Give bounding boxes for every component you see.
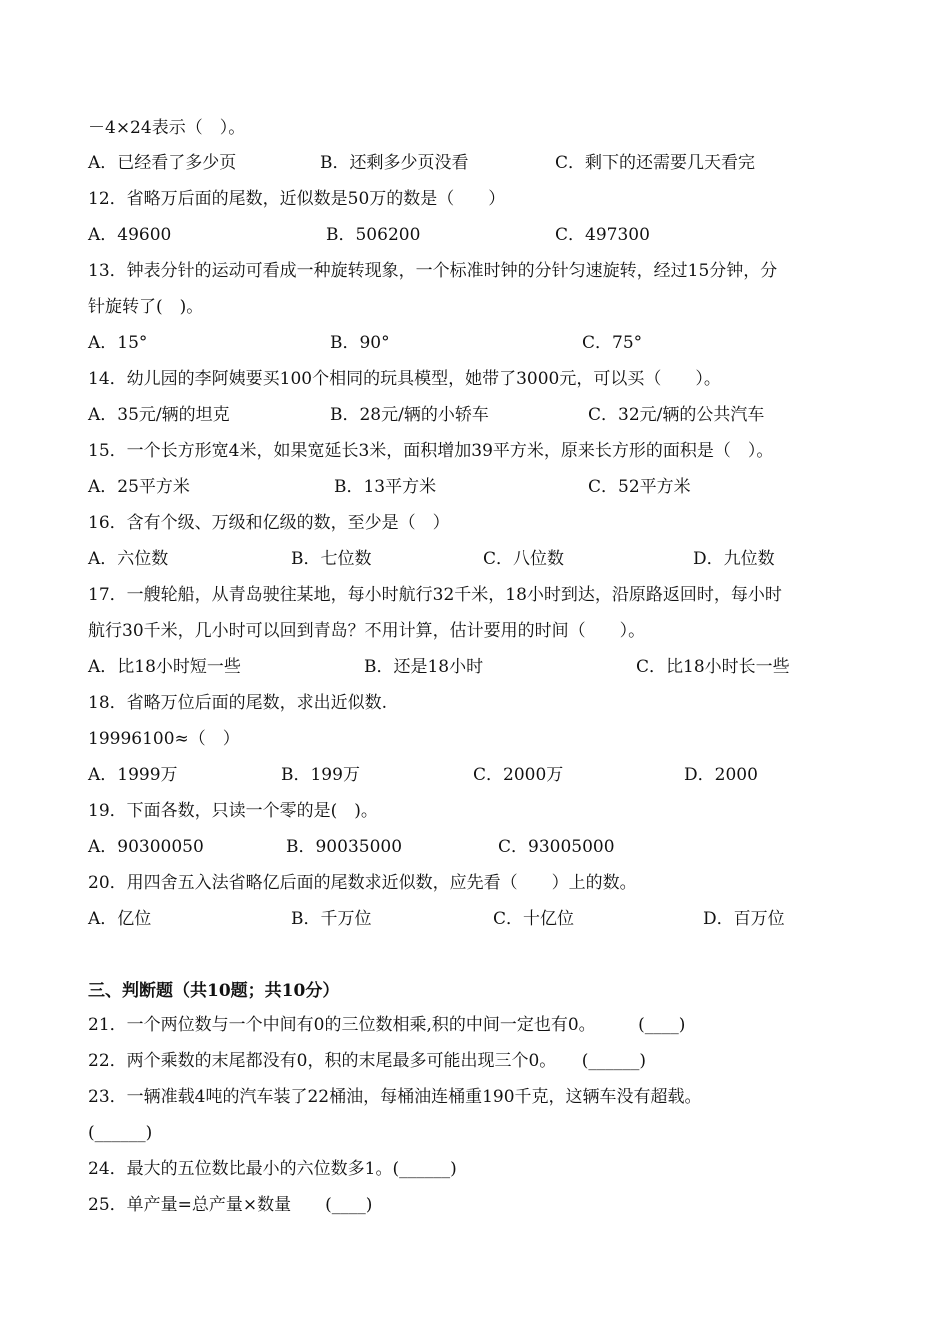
- question-text: 25．单产量=总产量×数量 (____): [88, 1195, 373, 1215]
- answer-option: A．亿位: [88, 909, 152, 929]
- answer-option: B．还剩多少页没看: [320, 153, 469, 173]
- question-text: 16．含有个级、万级和亿级的数，至少是（ ）: [88, 513, 450, 533]
- section-heading: 三、判断题（共10题；共10分）: [88, 981, 340, 1001]
- answer-option: B．还是18小时: [364, 657, 484, 677]
- question-text: 18．省略万位后面的尾数，求出近似数.: [88, 693, 388, 713]
- question-text: 12．省略万后面的尾数，近似数是50万的数是（ ）: [88, 189, 506, 209]
- question-text: －4×24表示（ ）。: [88, 118, 246, 138]
- answer-option: B．千万位: [291, 909, 372, 929]
- answer-option: B．七位数: [291, 549, 372, 569]
- question-text: 针旋转了( )。: [88, 297, 204, 317]
- answer-option: A．六位数: [88, 549, 169, 569]
- question-text: 20．用四舍五入法省略亿后面的尾数求近似数，应先看（ ）上的数。: [88, 873, 637, 893]
- answer-option: B．199万: [281, 765, 360, 785]
- question-text: 14．幼儿园的李阿姨要买100个相同的玩具模型，她带了3000元，可以买（ ）。: [88, 369, 721, 389]
- answer-option: A．已经看了多少页: [88, 153, 237, 173]
- answer-option: D．百万位: [703, 909, 785, 929]
- question-text: 17．一艘轮船，从青岛驶往某地，每小时航行32千米，18小时到达，沿原路返回时，每小时: [88, 585, 782, 605]
- answer-option: A．比18小时短一些: [88, 657, 241, 677]
- answer-option: B．28元/辆的小轿车: [330, 405, 489, 425]
- question-text: 13．钟表分针的运动可看成一种旋转现象，一个标准时钟的分针匀速旋转，经过15分钟，分: [88, 261, 778, 281]
- answer-option: A．15°: [88, 333, 148, 353]
- question-text: 19996100≈（ ）: [88, 729, 240, 749]
- answer-option: A．90300050: [88, 837, 204, 857]
- answer-option: C．比18小时长一些: [636, 657, 790, 677]
- answer-option: A．25平方米: [88, 477, 190, 497]
- answer-option: C．32元/辆的公共汽车: [588, 405, 765, 425]
- answer-option: C．2000万: [473, 765, 564, 785]
- answer-option: A．1999万: [88, 765, 178, 785]
- answer-option: B．90°: [330, 333, 390, 353]
- question-text: 22．两个乘数的末尾都没有0，积的末尾最多可能出现三个0。 (______): [88, 1051, 647, 1071]
- question-text: 航行30千米，几小时可以回到青岛？不用计算，估计要用的时间（ ）。: [88, 621, 646, 641]
- question-text: 23．一辆准载4吨的汽车装了22桶油，每桶油连桶重190千克，这辆车没有超载。: [88, 1087, 702, 1107]
- answer-option: C．剩下的还需要几天看完: [555, 153, 756, 173]
- answer-option: C．93005000: [498, 837, 615, 857]
- question-text: (______): [88, 1123, 153, 1143]
- question-text: 21．一个两位数与一个中间有0的三位数相乘,积的中间一定也有0。 (____): [88, 1015, 686, 1035]
- answer-option: C．52平方米: [588, 477, 691, 497]
- answer-option: B．13平方米: [334, 477, 437, 497]
- answer-option: C．497300: [555, 225, 650, 245]
- question-text: 19．下面各数，只读一个零的是( )。: [88, 801, 378, 821]
- answer-option: C．八位数: [483, 549, 565, 569]
- answer-option: B．90035000: [286, 837, 403, 857]
- answer-option: C．75°: [582, 333, 643, 353]
- question-text: 15．一个长方形宽4米，如果宽延长3米，面积增加39平方米，原来长方形的面积是（ ）。: [88, 441, 774, 461]
- answer-option: A．49600: [88, 225, 172, 245]
- answer-option: B．506200: [326, 225, 421, 245]
- answer-option: C．十亿位: [493, 909, 575, 929]
- answer-option: D．九位数: [693, 549, 775, 569]
- answer-option: A．35元/辆的坦克: [88, 405, 230, 425]
- answer-option: D．2000: [684, 765, 758, 785]
- question-text: 24．最大的五位数比最小的六位数多1。(______): [88, 1159, 457, 1179]
